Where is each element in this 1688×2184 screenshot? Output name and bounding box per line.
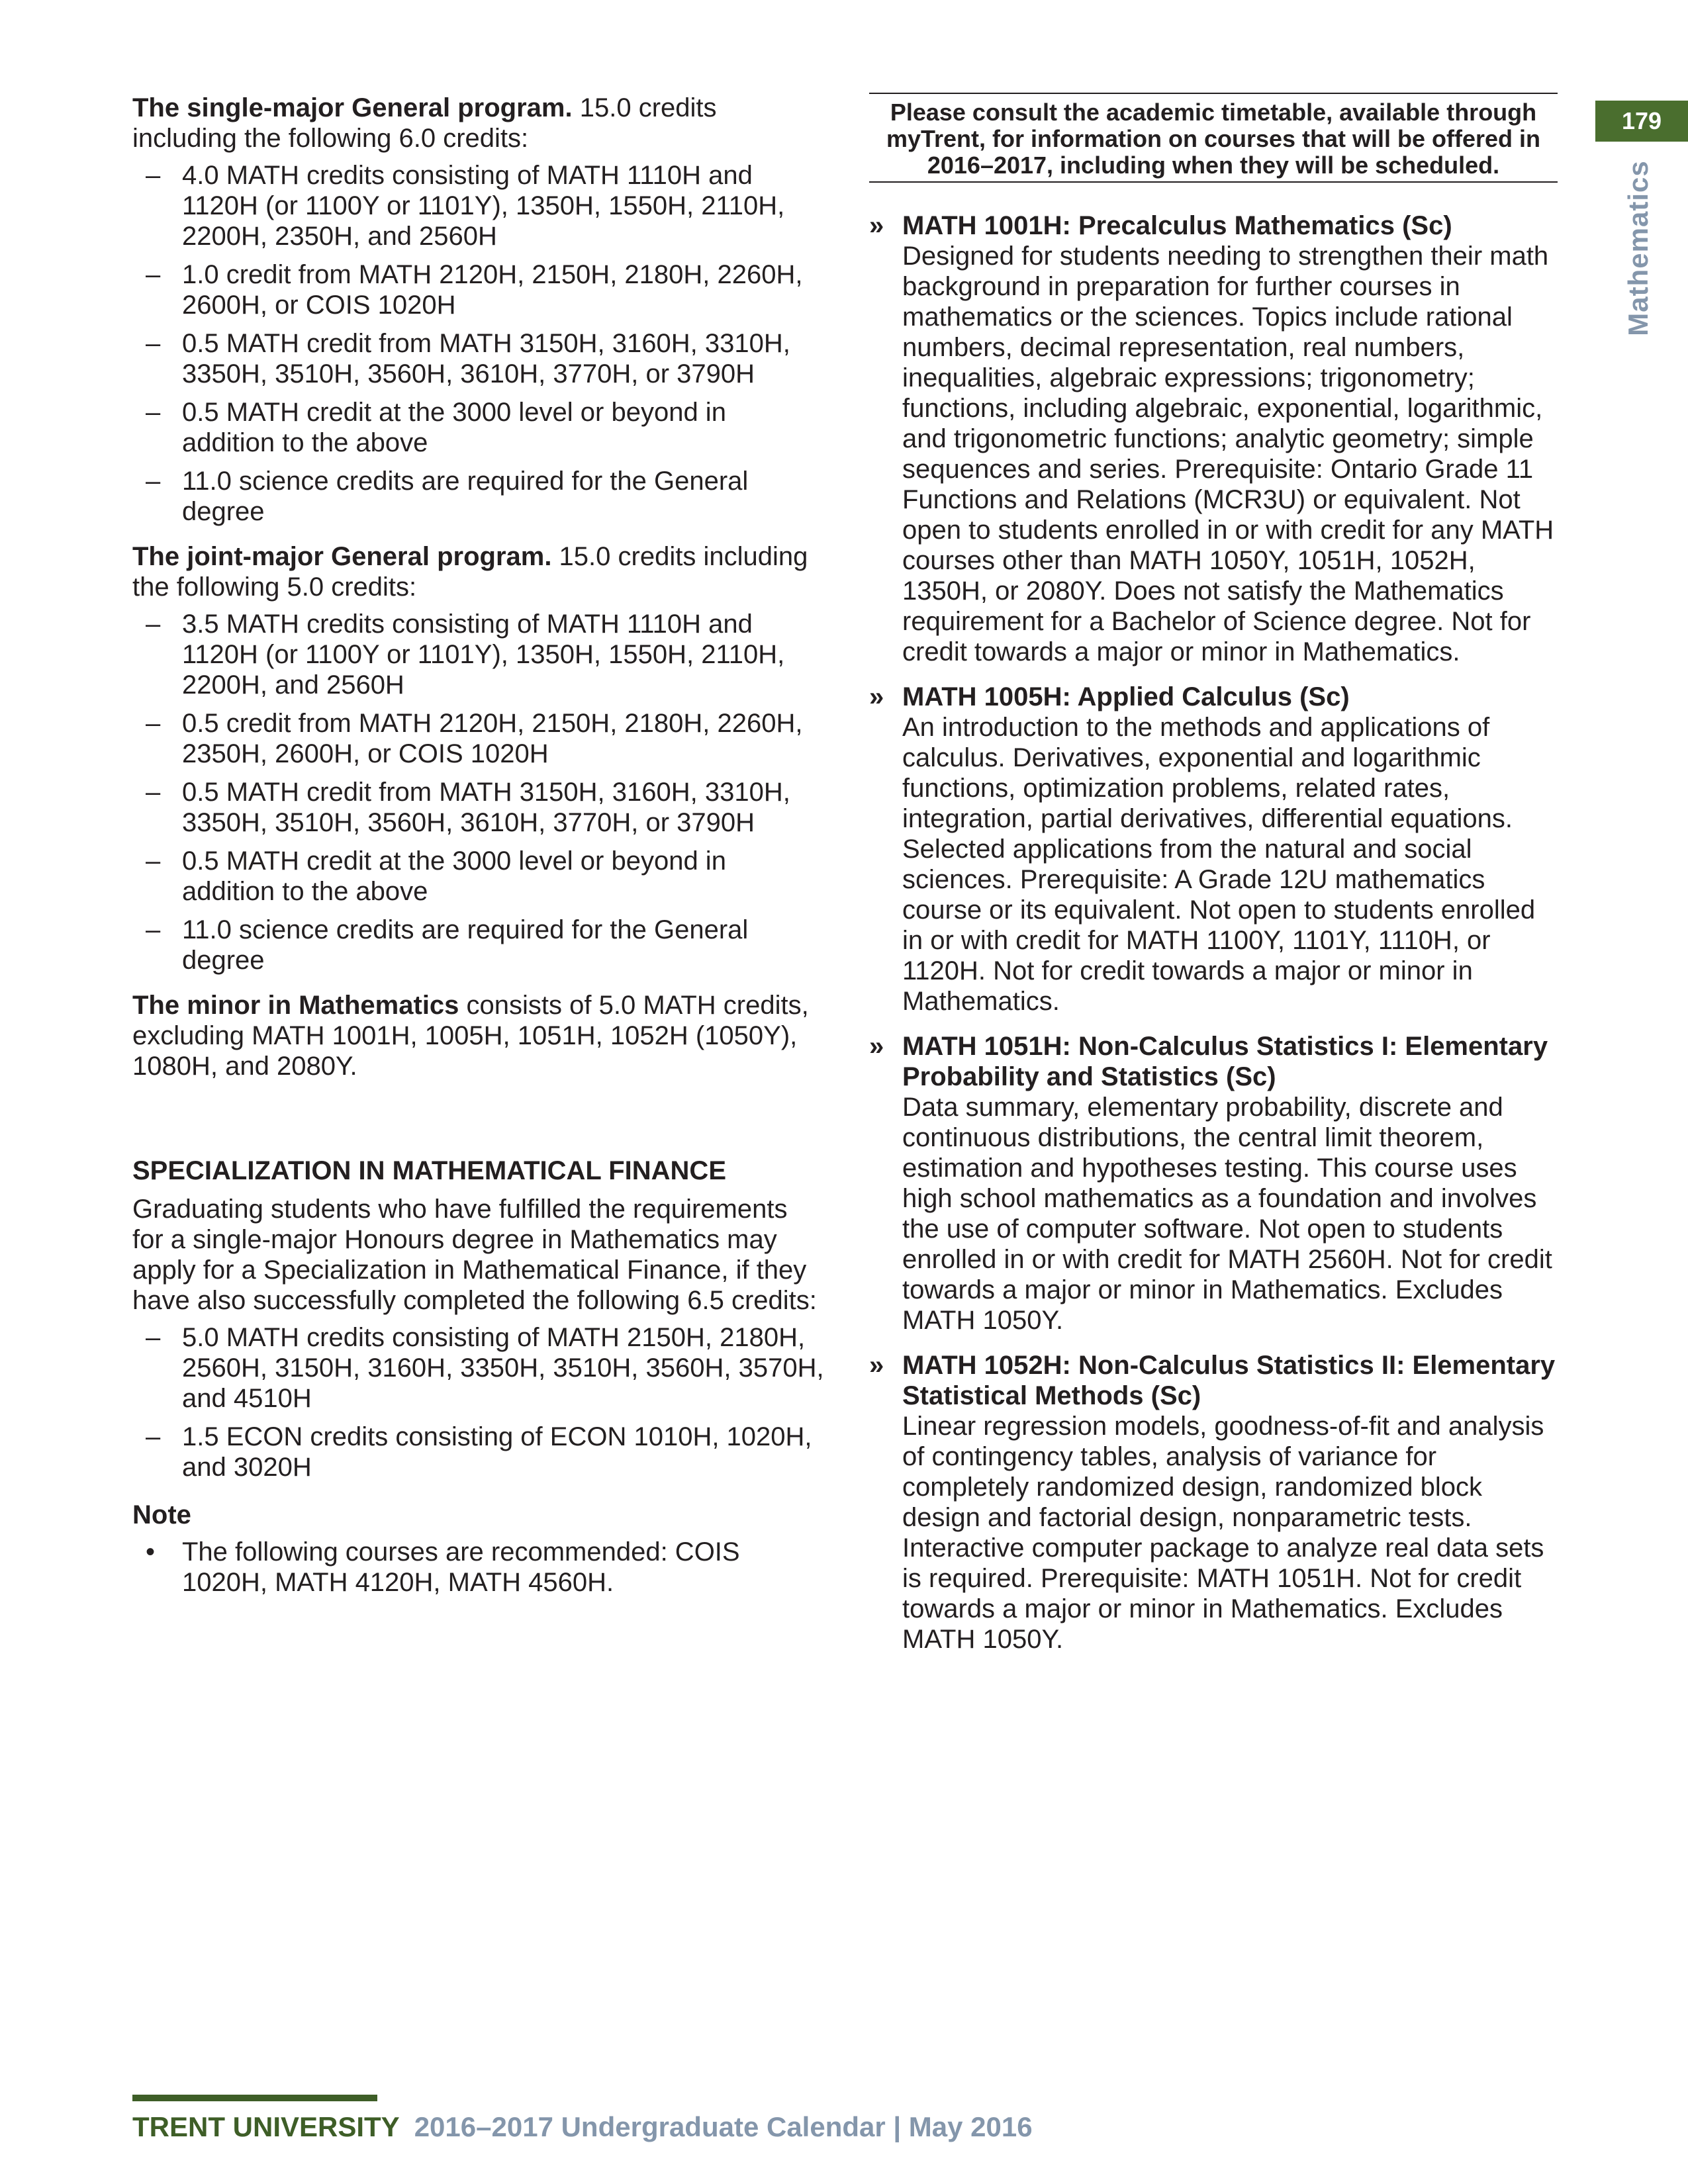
list-item-text: 4.0 MATH credits consisting of MATH 1110H and 1120H (or 1100Y or 1101Y), 1350H, 1550H, 2110H, 2200H, 2350H, and 2560H — [182, 161, 785, 251]
list-item — [132, 846, 824, 907]
joint-major-intro-text: 15.0 credits including the following 5.0 credits: — [132, 542, 808, 602]
page-number: 179 — [1595, 101, 1688, 142]
list-item — [132, 160, 824, 251]
list-item-text: 0.5 MATH credit at the 3000 level or beyond in addition to the above — [182, 398, 726, 457]
timetable-notice: Please consult the academic timetable, available through myTrent, for information on courses that will be offered in 2016–2017, including when they will be scheduled. — [869, 93, 1558, 183]
list-item — [132, 1537, 824, 1598]
specialization-heading: SPECIALIZATION IN MATHEMATICAL FINANCE — [132, 1156, 726, 1185]
dash-marker: – — [146, 1422, 161, 1451]
footer-calendar: 2016–2017 Undergraduate Calendar | May 2016 — [414, 2111, 1033, 2142]
note-list — [132, 1537, 824, 1598]
right-column — [869, 93, 1558, 1669]
chevron-right-icon: » — [869, 211, 884, 240]
minor-paragraph — [132, 990, 824, 1081]
list-item-text: 0.5 MATH credit from MATH 3150H, 3160H, 3310H, 3350H, 3510H, 3560H, 3610H, 3770H, or 3790H — [182, 329, 790, 388]
list-item — [132, 708, 824, 769]
dash-marker: – — [146, 260, 161, 289]
list-item — [132, 915, 824, 976]
list-item-text: 0.5 MATH credit from MATH 3150H, 3160H, 3310H, 3350H, 3510H, 3560H, 3610H, 3770H, or 3790H — [182, 778, 790, 837]
list-item — [132, 466, 824, 527]
single-major-title: The single-major General program. — [132, 93, 573, 122]
list-item-text: 1.5 ECON credits consisting of ECON 1010H, 1020H, and 3020H — [182, 1422, 812, 1482]
dash-marker: – — [146, 709, 161, 738]
list-item-text: The following courses are recommended: COIS 1020H, MATH 4120H, MATH 4560H. — [182, 1537, 740, 1597]
course-entry — [869, 1350, 1558, 1655]
course-title: MATH 1001H: Precalculus Mathematics (Sc) — [902, 211, 1452, 240]
dash-marker: – — [146, 161, 161, 190]
footer-rule — [132, 2095, 377, 2101]
list-item — [132, 397, 824, 458]
course-description: Linear regression models, goodness-of-fit and analysis of contingency tables, analysis of variance for completely randomized design, randomized block design and factorial design, nonparametric tests. Interactive computer package to analyze real data sets is required. Prerequisite: MATH 1051H. Not for credit towards a major or minor in Mathematics. Excludes MATH 1050Y. — [902, 1412, 1544, 1654]
footer-university: TRENT UNIVERSITY — [132, 2111, 400, 2142]
list-item — [132, 259, 824, 320]
list-item — [132, 1322, 824, 1414]
list-item-text: 0.5 MATH credit at the 3000 level or beyond in addition to the above — [182, 846, 726, 906]
course-description: Data summary, elementary probability, discrete and continuous distributions, the central limit theorem, estimation and hypotheses testing. This course uses high school mathematics as a foundation and involves the use of computer software. Not open to students enrolled in or with credit for MATH 2560H. Not for credit towards a major or minor in Mathematics. Excludes MATH 1050Y. — [902, 1093, 1552, 1335]
course-entry — [869, 1031, 1558, 1336]
footer — [132, 2111, 1033, 2143]
minor-text: consists of 5.0 MATH credits, excluding MATH 1001H, 1005H, 1051H, 1052H (1050Y), 1080H, and 2080Y. — [132, 991, 809, 1081]
dash-marker: – — [146, 467, 161, 496]
dash-marker: – — [146, 398, 161, 427]
list-item — [132, 328, 824, 389]
dash-marker: – — [146, 846, 161, 876]
list-item — [132, 1422, 824, 1482]
dash-marker: – — [146, 329, 161, 358]
dash-marker: – — [146, 610, 161, 639]
dash-marker: – — [146, 1323, 161, 1352]
list-item-text: 11.0 science credits are required for the General degree — [182, 467, 749, 526]
specialization-list — [132, 1322, 824, 1482]
course-entry — [869, 210, 1558, 667]
left-column — [132, 93, 824, 1606]
list-item-text: 3.5 MATH credits consisting of MATH 1110H and 1120H (or 1100Y or 1101Y), 1350H, 1550H, 2110H, 2200H, and 2560H — [182, 610, 785, 700]
joint-major-title: The joint-major General program. — [132, 542, 552, 571]
list-item-text: 1.0 credit from MATH 2120H, 2150H, 2180H, 2260H, 2600H, or COIS 1020H — [182, 260, 803, 320]
single-major-section — [132, 93, 824, 527]
dash-marker: – — [146, 778, 161, 807]
single-major-intro — [132, 93, 824, 154]
list-item — [132, 609, 824, 700]
course-title: MATH 1052H: Non-Calculus Statistics II: Elementary Statistical Methods (Sc) — [902, 1351, 1556, 1410]
chevron-right-icon: » — [869, 1032, 884, 1061]
chevron-right-icon: » — [869, 1351, 884, 1380]
dash-marker: – — [146, 915, 161, 944]
course-description: Designed for students needing to strengthen their math background in preparation for further courses in mathematics or the sciences. Topics include rational numbers, decimal representation, real numbers, inequalities, algebraic expressions; trigonometry; functions, including algebraic, exponential, logarithmic, and trigonometric functions; analytic geometry; simple sequences and series. Prerequisite: Ontario Grade 11 Functions and Relations (MCR3U) or equivalent. Not open to students enrolled in or with credit for any MATH courses other than MATH 1050Y, 1051H, 1052H, 1350H, or 2080Y. Does not satisfy the Mathematics requirement for a Bachelor of Science degree. Not for credit towards a major or minor in Mathematics. — [902, 242, 1554, 666]
list-item-text: 0.5 credit from MATH 2120H, 2150H, 2180H, 2260H, 2350H, 2600H, or COIS 1020H — [182, 709, 803, 768]
course-entry — [869, 682, 1558, 1017]
chevron-right-icon: » — [869, 682, 884, 711]
list-item-text: 11.0 science credits are required for the General degree — [182, 915, 749, 975]
single-major-intro-text: 15.0 credits including the following 6.0 credits: — [132, 93, 717, 153]
note-heading: Note — [132, 1500, 191, 1529]
joint-major-intro — [132, 541, 824, 602]
specialization-intro: Graduating students who have fulfilled the requirements for a single-major Honours degree in Mathematics may apply for a Specialization in Mathematical Finance, if they have also successfully completed the following 6.5 credits: — [132, 1195, 817, 1315]
list-item — [132, 777, 824, 838]
joint-major-section — [132, 541, 824, 976]
course-description: An introduction to the methods and applications of calculus. Derivatives, exponential and logarithmic functions, optimization problems, related rates, integration, partial derivatives, differential equations. Selected applications from the natural and social sciences. Prerequisite: A Grade 12U mathematics course or its equivalent. Not open to students enrolled in or with credit for MATH 1100Y, 1101Y, 1110H, or 1120H. Not for credit towards a major or minor in Mathematics. — [902, 713, 1536, 1016]
list-item-text: 5.0 MATH credits consisting of MATH 2150H, 2180H, 2560H, 3150H, 3160H, 3350H, 3510H, 3560H, 3570H, and 4510H — [182, 1323, 824, 1413]
bullet-marker: • — [146, 1537, 156, 1567]
minor-title: The minor in Mathematics — [132, 991, 459, 1020]
course-title: MATH 1051H: Non-Calculus Statistics I: Elementary Probability and Statistics (Sc) — [902, 1032, 1548, 1091]
joint-major-list — [132, 609, 824, 976]
section-side-tab: Mathematics — [1622, 160, 1654, 336]
course-title: MATH 1005H: Applied Calculus (Sc) — [902, 682, 1350, 711]
single-major-list — [132, 160, 824, 527]
